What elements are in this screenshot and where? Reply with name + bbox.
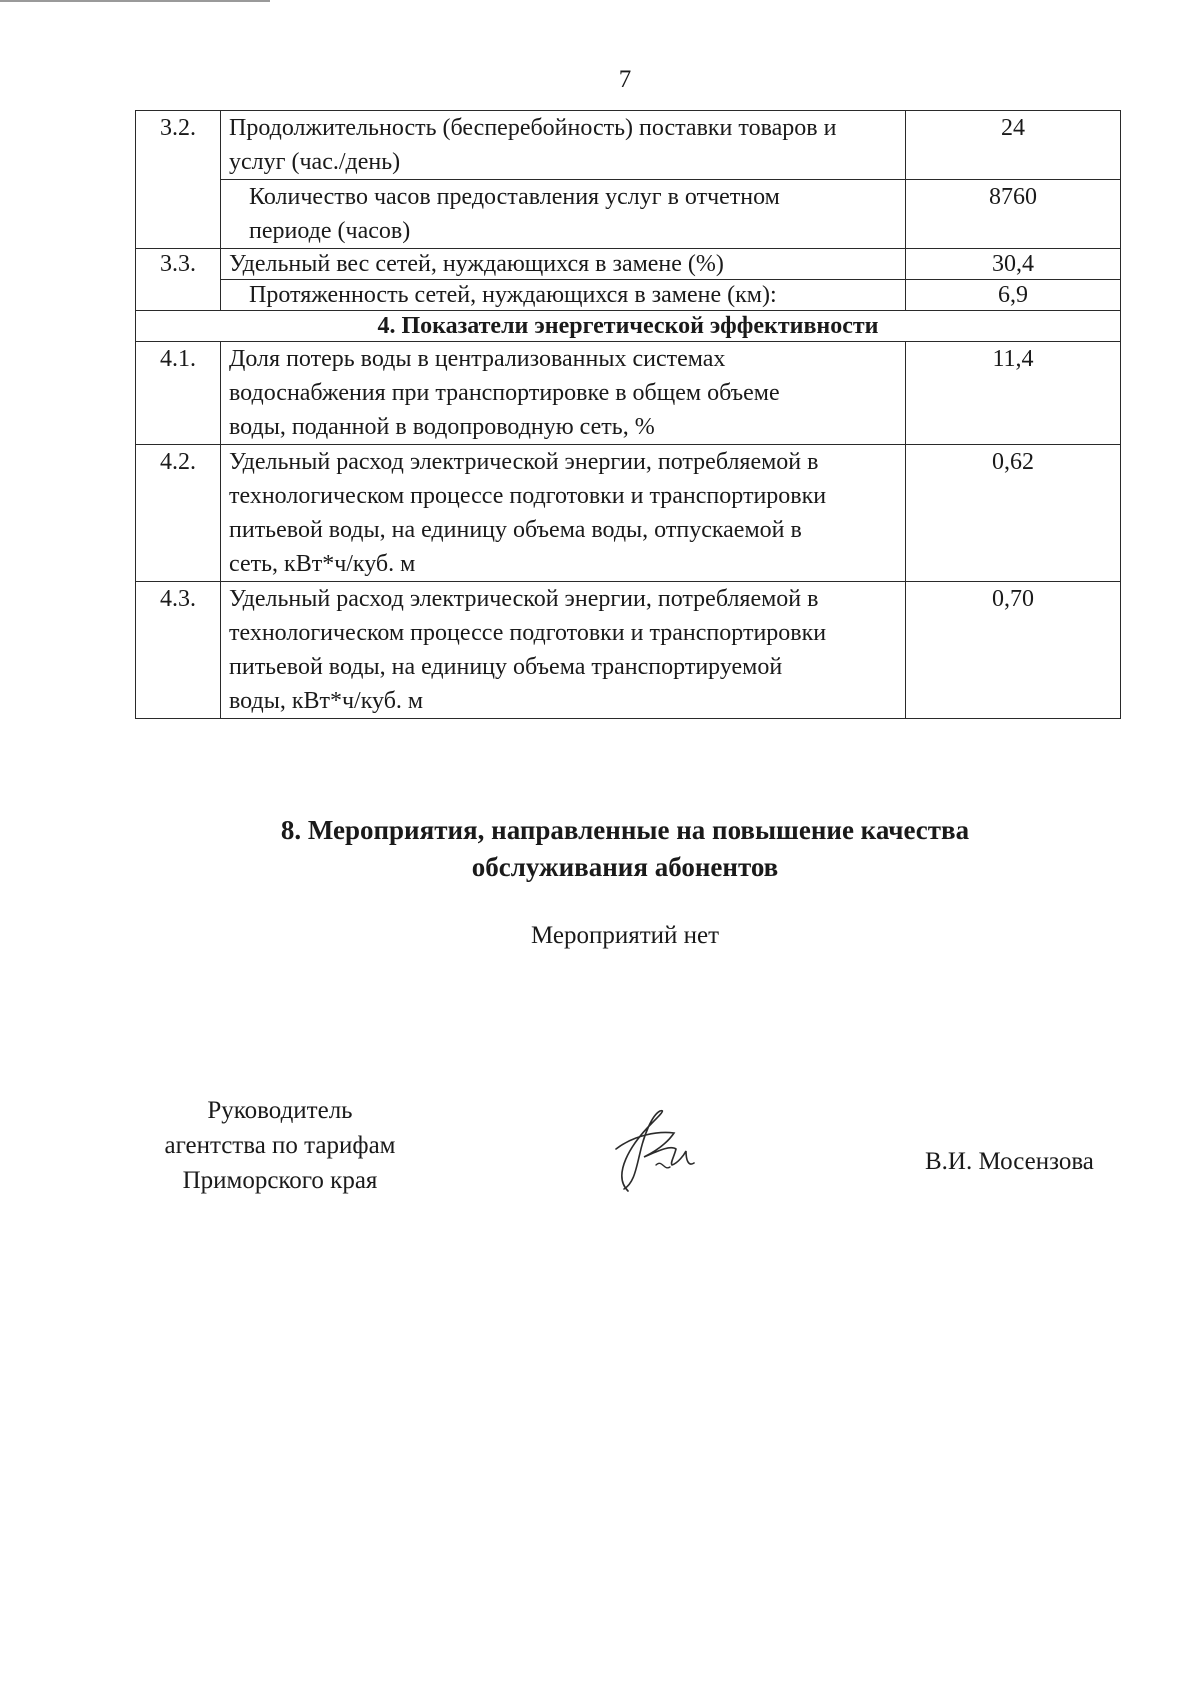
indicators-table	[135, 110, 1121, 719]
row-description: Удельный вес сетей, нуждающихся в замене (%)	[221, 249, 906, 280]
description-line: технологическом процессе подготовки и транспортировки	[229, 620, 827, 646]
description-line: водоснабжения при транспортировке в общем объеме	[229, 380, 780, 406]
table-row	[136, 280, 1121, 311]
signer-name: В.И. Мосензова	[925, 1148, 1094, 1175]
description-line: питьевой воды, на единицу объема транспортируемой	[229, 654, 783, 680]
description-line: Доля потерь воды в централизованных системах	[229, 346, 726, 372]
table-row	[136, 249, 1121, 280]
section-header-row	[136, 311, 1121, 342]
description-line: технологическом процессе подготовки и транспортировки	[229, 483, 827, 509]
row-value: 8760	[906, 180, 1121, 249]
table-row	[136, 180, 1121, 249]
description-line: воды, поданной в водопроводную сеть, %	[229, 414, 655, 440]
description-line: услуг (час./день)	[229, 149, 401, 175]
row-value: 0,70	[906, 582, 1121, 719]
row-number: 3.2.	[136, 111, 221, 249]
table-row	[136, 111, 1121, 180]
description-line: Продолжительность (бесперебойность) поставки товаров и	[229, 115, 837, 141]
row-description: Протяженность сетей, нуждающихся в замене (км):	[221, 280, 906, 311]
description-line: Количество часов предоставления услуг в отчетном	[249, 184, 780, 210]
row-number: 4.3.	[136, 582, 221, 719]
table-row	[136, 445, 1121, 582]
row-value: 11,4	[906, 342, 1121, 445]
row-number: 4.1.	[136, 342, 221, 445]
row-number: 3.3.	[136, 249, 221, 311]
row-number: 4.2.	[136, 445, 221, 582]
page-number: 7	[618, 66, 632, 93]
scan-edge-line	[0, 0, 270, 2]
row-value: 24	[906, 111, 1121, 180]
row-value: 0,62	[906, 445, 1121, 582]
row-description	[221, 582, 906, 719]
table-row	[136, 342, 1121, 445]
signer-title-line: Приморского края	[182, 1167, 378, 1194]
heading-line: 8. Мероприятия, направленные на повышение качества	[280, 815, 970, 845]
description-line: сеть, кВт*ч/куб. м	[229, 551, 416, 577]
section-8-heading	[0, 812, 1200, 886]
description-line: питьевой воды, на единицу объема воды, отпускаемой в	[229, 517, 802, 543]
row-value: 6,9	[906, 280, 1121, 311]
section-title: 4. Показатели энергетической эффективности	[136, 311, 1121, 342]
row-description	[221, 342, 906, 445]
signer-title-line: Руководитель	[207, 1097, 353, 1124]
description-line: Удельный расход электрической энергии, потребляемой в	[229, 586, 819, 612]
handwritten-signature	[600, 1105, 710, 1195]
row-value: 30,4	[906, 249, 1121, 280]
table-row	[136, 582, 1121, 719]
row-description	[221, 445, 906, 582]
description-line: Удельный расход электрической энергии, потребляемой в	[229, 449, 819, 475]
description-line: воды, кВт*ч/куб. м	[229, 688, 424, 714]
row-description	[221, 180, 906, 249]
signer-title	[130, 1093, 430, 1198]
description-line: периоде (часов)	[249, 218, 411, 244]
no-measures-text: Мероприятий нет	[530, 922, 720, 949]
row-description	[221, 111, 906, 180]
heading-line: обслуживания абонентов	[471, 852, 779, 882]
signer-title-line: агентства по тарифам	[164, 1132, 396, 1159]
